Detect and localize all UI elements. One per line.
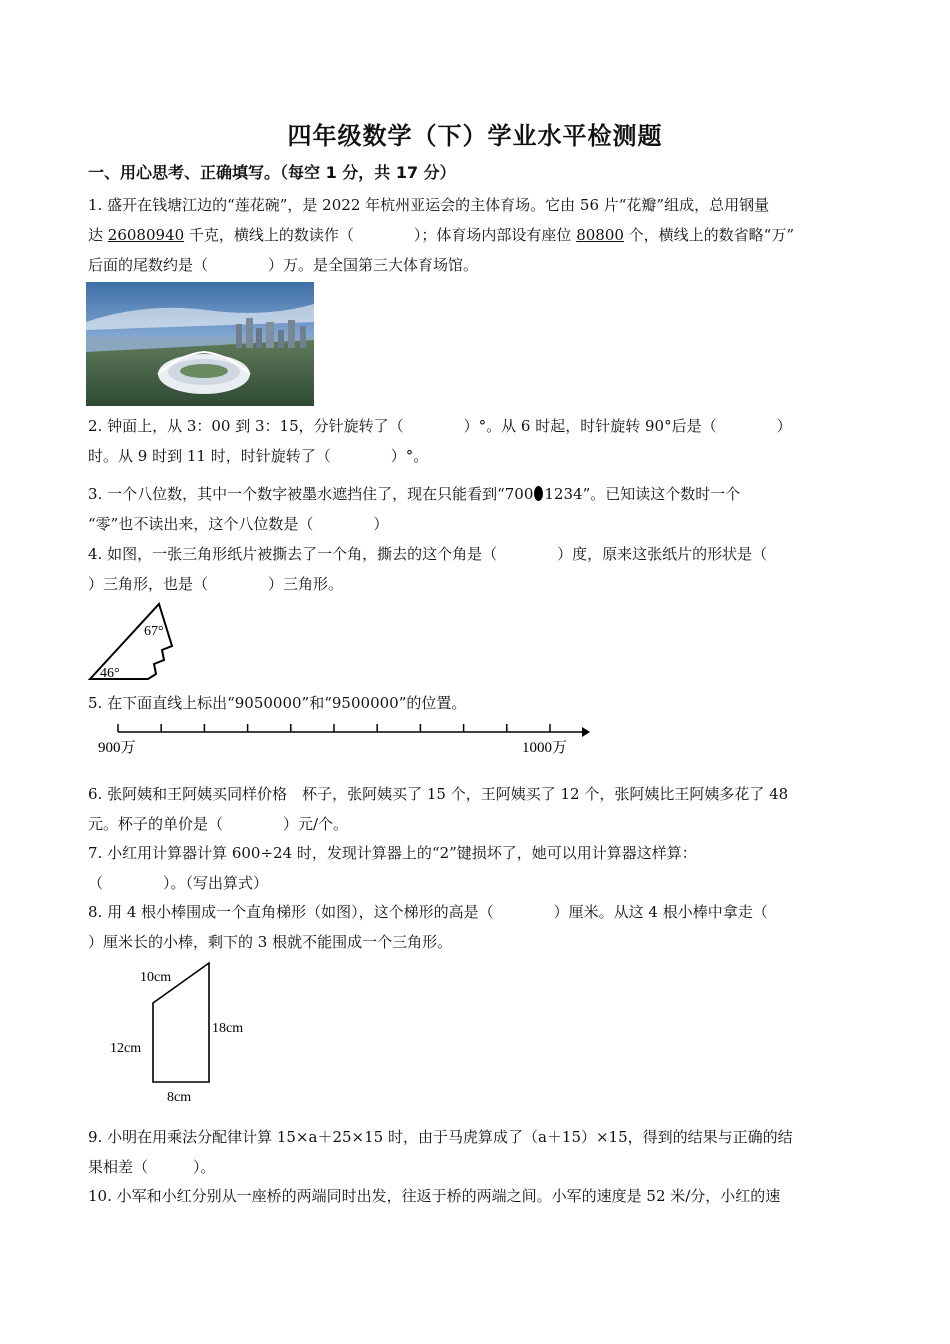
trapezoid-right-label: 18cm xyxy=(212,1021,244,1036)
q9-line1: 9. 小明在用乘法分配律计算 15×a＋25×15 时，由于马虎算成了（a＋15）×15，得到的结果与正确的结 xyxy=(88,1128,793,1146)
q1-line1: 1. 盛开在钱塘江边的“莲花碗”，是 2022 年杭州亚运会的主体育场。它由 56 片“花瓣”组成，总用钢量 xyxy=(88,196,770,214)
angle-67-label: 67° xyxy=(144,624,164,639)
q9-line2: 果相差（ ）。 xyxy=(88,1158,216,1176)
section-heading: 一、用心思考、正确填写。（每空 1 分，共 17 分） xyxy=(88,163,456,182)
q1-steel-number: 26080940 xyxy=(107,226,185,244)
q10-line1: 10. 小军和小红分别从一座桥的两端同时出发，往返于桥的两端之间。小军的速度是 52 米/分，小红的速 xyxy=(88,1187,781,1205)
q6-line2: 元。杯子的单价是（ ）元/个。 xyxy=(88,815,349,833)
q5-line1: 5. 在下面直线上标出“9050000”和“9500000”的位置。 xyxy=(88,694,467,712)
trapezoid-left-label: 12cm xyxy=(110,1041,142,1056)
q6-line1: 6. 张阿姨和王阿姨买同样价格 杯子，张阿姨买了 15 个，王阿姨买了 12 个，张阿姨比王阿姨多花了 48 xyxy=(88,785,789,803)
q2-line1: 2. 钟面上，从 3：00 到 3：15，分针旋转了（ ）°。从 6 时起，时针旋转 90°后是（ ） xyxy=(88,417,792,435)
page-title: 四年级数学（下）学业水平检测题 xyxy=(287,122,663,150)
stadium-photo xyxy=(86,282,314,406)
q7-line2: （ ）。（写出算式） xyxy=(88,874,269,892)
number-line-ticks xyxy=(118,724,550,732)
angle-46-label: 46° xyxy=(100,666,120,681)
q4-line1: 4. 如图，一张三角形纸片被撕去了一个角，撕去的这个角是（ ）度，原来这张纸片的形状是（ xyxy=(88,545,768,563)
ink-blot xyxy=(534,486,543,501)
trapezoid-bottom-label: 8cm xyxy=(167,1090,192,1105)
q3-line1: 3. 一个八位数，其中一个数字被墨水遮挡住了，现在只能看到“700 1234”。已知读这个数时一个 xyxy=(88,485,741,503)
q2-line2: 时。从 9 时到 11 时，时针旋转了（ ）°。 xyxy=(88,447,429,465)
q8-line2: ）厘米长的小棒，剩下的 3 根就不能围成一个三角形。 xyxy=(88,933,453,951)
q1-line3: 后面的尾数约是（ ）万。是全国第三大体育场馆。 xyxy=(88,256,479,274)
q1-seat-number: 80800 xyxy=(576,226,624,244)
q8-line1: 8. 用 4 根小棒围成一个直角梯形（如图），这个梯形的高是（ ）厘米。从这 4 根小棒中拿走（ xyxy=(88,903,768,921)
number-line-end-label: 1000万 xyxy=(522,740,568,756)
q1-line2: 达 26080940 千克，横线上的数读作（ ）；体育场内部设有座位 80800 个，横线上的数省略“万” xyxy=(88,226,795,244)
trapezoid-figure xyxy=(100,955,270,1107)
trapezoid-top-label: 10cm xyxy=(140,970,172,985)
q7-line1: 7. 小红用计算器计算 600÷24 时，发现计算器上的“2”键损坏了，她可以用计算器这样算： xyxy=(88,844,697,862)
number-line-start-label: 900万 xyxy=(98,740,136,756)
q3-line2: “零”也不读出来，这个八位数是（ ） xyxy=(88,515,389,533)
q4-line2: ）三角形，也是（ ）三角形。 xyxy=(88,575,344,593)
torn-triangle-figure xyxy=(86,600,190,684)
number-line xyxy=(90,718,600,760)
